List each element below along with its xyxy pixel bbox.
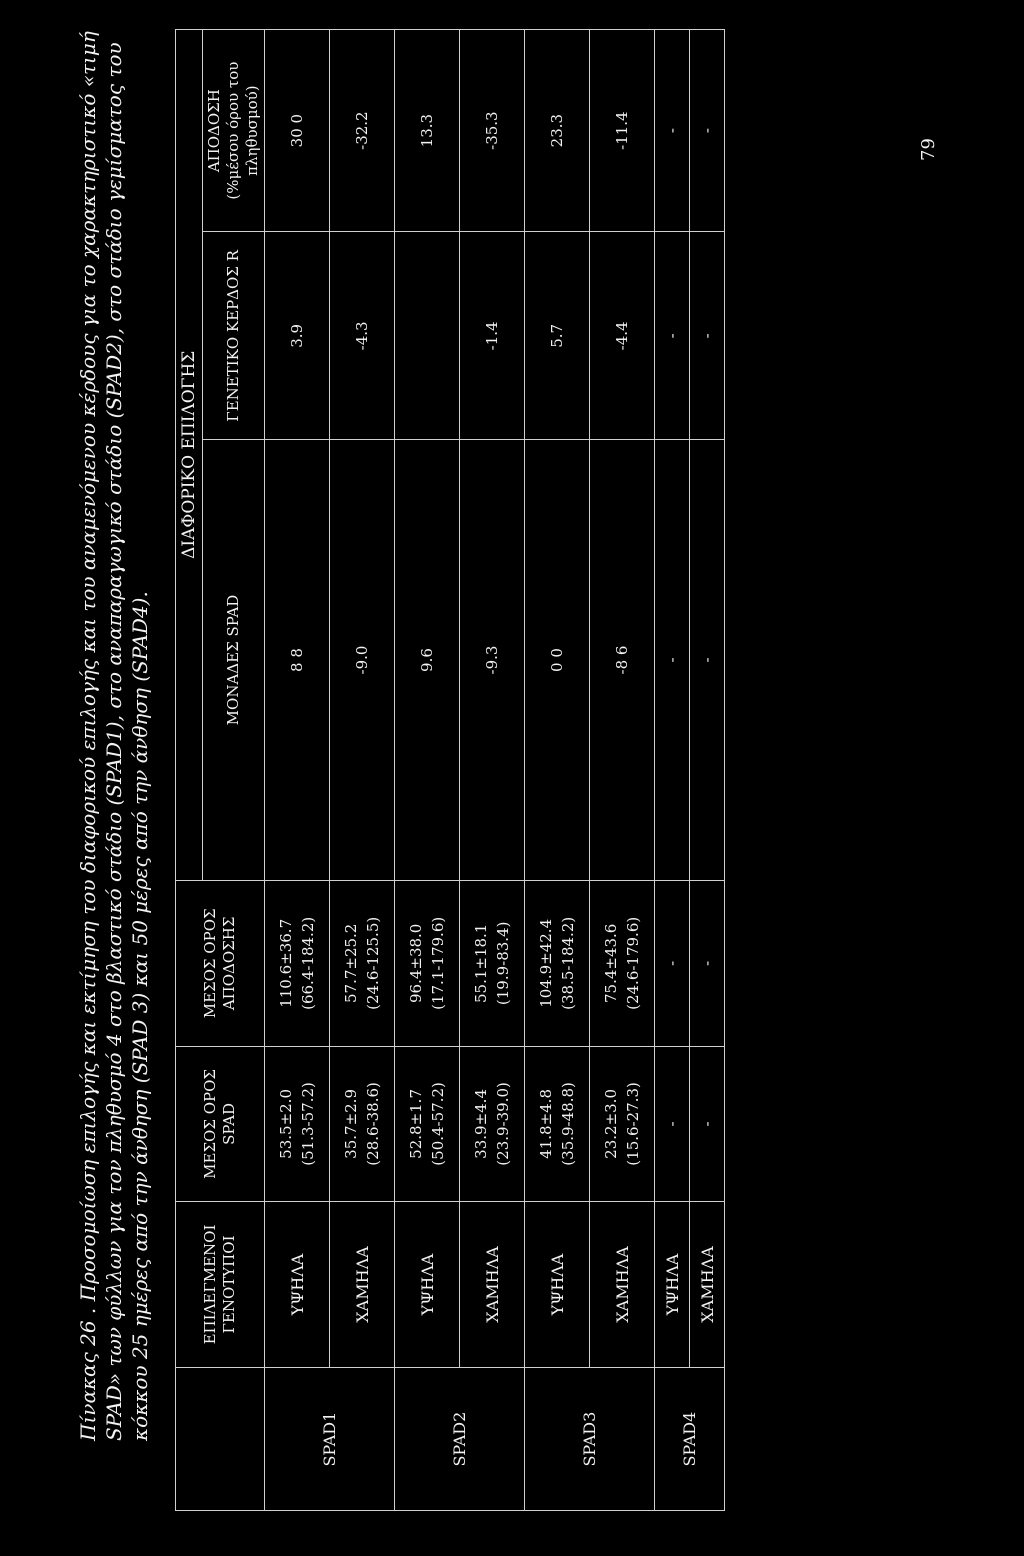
table-body: [265, 30, 725, 1511]
mean-yield-cell: [460, 880, 525, 1047]
mean-spad-cell-value: 35.7±2.9: [342, 1089, 360, 1159]
selection-label: ΥΨΗΛΑ: [395, 1201, 460, 1368]
mean-spad-cell: [460, 1047, 525, 1202]
mean-yield-cell-value: 104.9±42.4: [537, 918, 555, 1008]
mean-yield-cell-value: 75.4±43.6: [602, 923, 620, 1004]
selection-label: ΧΑΜΗΛΑ: [330, 1201, 395, 1368]
table-caption: [75, 21, 153, 1441]
header-selection-differential: ΔΙΑΦΟΡΙΚΟ ΕΠΙΛΟΓΗΣ: [176, 30, 203, 881]
mean-yield-cell-range: (17.1-179.6): [429, 916, 447, 1010]
selection-label: ΧΑΜΗΛΑ: [460, 1201, 525, 1368]
table-row: [590, 30, 655, 1511]
mean-spad-cell: [590, 1047, 655, 1202]
stage-label: SPAD4: [655, 1368, 725, 1511]
spad-units-cell: -9.3: [460, 440, 525, 880]
selection-label: ΧΑΜΗΛΑ: [690, 1201, 725, 1368]
genetic-gain-cell: 5.7: [525, 232, 590, 440]
mean-spad-cell-value: 33.9±4.4: [472, 1089, 490, 1159]
genetic-gain-cell: -4.3: [330, 232, 395, 440]
header-mean-yield: ΜΕΣΟΣ ΟΡΟΣ ΑΠΟΔΟΣΗΣ: [176, 880, 265, 1047]
mean-spad-cell: [690, 1047, 725, 1202]
caption-line-2: SPAD» των φύλλων για τον πληθυσμό 4 στο βλαστικό στάδιο (SPAD1), στο αναπαραγωγικό στάδιο (SPAD2), στο στάδιο γεμίσματος του: [102, 42, 126, 1441]
mean-yield-cell-range: (19.9-83.4): [494, 921, 512, 1006]
mean-yield-cell: [690, 880, 725, 1047]
mean-yield-cell-range: (24.6-179.6): [624, 916, 642, 1010]
header-spad-units: ΜΟΝΑΔΕΣ SPAD: [203, 440, 265, 880]
spad-units-cell: -8 6: [590, 440, 655, 880]
mean-yield-cell-value: -: [698, 960, 716, 966]
mean-spad-cell-value: 52.8±1.7: [407, 1089, 425, 1159]
mean-spad-cell-value: 23.2±3.0: [602, 1089, 620, 1159]
stage-label: SPAD3: [525, 1368, 655, 1511]
mean-yield-cell-value: 110.6±36.7: [277, 918, 295, 1008]
mean-spad-cell: [655, 1047, 690, 1202]
yield-pct-cell: -11.4: [590, 30, 655, 232]
mean-spad-cell: [265, 1047, 330, 1202]
header-genotypes: ΕΠΙΛΕΓΜΕΝΟΙ ΓΕΝΟΤΥΠΟΙ: [176, 1201, 265, 1368]
selection-label: ΧΑΜΗΛΑ: [590, 1201, 655, 1368]
spad-units-cell: 0 0: [525, 440, 590, 880]
mean-spad-cell-value: 53.5±2.0: [277, 1089, 295, 1159]
yield-pct-cell: 23.3: [525, 30, 590, 232]
results-table: [175, 29, 725, 1511]
mean-yield-cell: [265, 880, 330, 1047]
selection-label: ΥΨΗΛΑ: [525, 1201, 590, 1368]
genetic-gain-cell: -1.4: [460, 232, 525, 440]
genetic-gain-cell: [395, 232, 460, 440]
yield-pct-cell: 13.3: [395, 30, 460, 232]
page-number: 79: [918, 138, 939, 161]
caption-line-3: κόκκου 25 ημέρες από την άνθηση (SPAD 3) και 50 μέρες από την άνθηση (SPAD4).: [128, 591, 152, 1441]
mean-yield-cell-range: (38.5-184.2): [559, 916, 577, 1010]
spad-units-cell: -: [655, 440, 690, 880]
mean-spad-cell-range: (23.9-39.0): [494, 1082, 512, 1166]
spad-units-cell: 8 8: [265, 440, 330, 880]
genetic-gain-cell: -: [690, 232, 725, 440]
stage-label: SPAD1: [265, 1368, 395, 1511]
selection-label: ΥΨΗΛΑ: [265, 1201, 330, 1368]
mean-spad-cell-value: -: [663, 1121, 681, 1127]
mean-yield-cell-value: -: [663, 960, 681, 966]
mean-yield-cell: [525, 880, 590, 1047]
mean-spad-cell: [330, 1047, 395, 1202]
mean-spad-cell-range: (15.6-27.3): [624, 1082, 642, 1166]
genetic-gain-cell: 3.9: [265, 232, 330, 440]
selection-label: ΥΨΗΛΑ: [655, 1201, 690, 1368]
mean-yield-cell-range: (66.4-184.2): [299, 916, 317, 1010]
table-row: [265, 30, 330, 1511]
spad-units-cell: 9.6: [395, 440, 460, 880]
table-row: [460, 30, 525, 1511]
mean-spad-cell-range: (35.9-48.8): [559, 1082, 577, 1166]
mean-spad-cell-value: 41.8±4.8: [537, 1089, 555, 1159]
yield-pct-cell: -35.3: [460, 30, 525, 232]
spad-units-cell: -: [690, 440, 725, 880]
mean-yield-cell-value: 55.1±18.1: [472, 923, 490, 1004]
header-yield-pct: [203, 30, 265, 232]
yield-pct-cell: -: [655, 30, 690, 232]
mean-yield-cell-range: (24.6-125.5): [364, 916, 382, 1010]
table-row: [690, 30, 725, 1511]
mean-yield-cell: [395, 880, 460, 1047]
mean-yield-cell-value: 57.7±25.2: [342, 923, 360, 1004]
mean-spad-cell: [525, 1047, 590, 1202]
header-yield-note: (%μέσου όρου του πληθυσμού): [224, 61, 261, 200]
mean-yield-cell: [655, 880, 690, 1047]
table-row: [655, 30, 690, 1511]
header-blank: [176, 1368, 265, 1511]
caption-line-1: Πίνακας 26 . Προσομοίωση επιλογής και εκτίμηση του διαφορικού επιλογής και του αναμενόμενου κέρδους για το χαρακτηριστικό «τιμή: [76, 31, 100, 1441]
mean-spad-cell-range: (51.3-57.2): [299, 1082, 317, 1166]
yield-pct-cell: -32.2: [330, 30, 395, 232]
mean-yield-cell: [590, 880, 655, 1047]
header-yield-label: ΑΠΟΔΟΣΗ: [205, 89, 223, 173]
genetic-gain-cell: -: [655, 232, 690, 440]
table-row: [330, 30, 395, 1511]
genetic-gain-cell: -4.4: [590, 232, 655, 440]
stage-label: SPAD2: [395, 1368, 525, 1511]
mean-spad-cell-value: -: [698, 1121, 716, 1127]
table-row: [395, 30, 460, 1511]
mean-yield-cell-value: 96.4±38.0: [407, 923, 425, 1004]
mean-yield-cell: [330, 880, 395, 1047]
header-mean-spad: ΜΕΣΟΣ ΟΡΟΣ SPAD: [176, 1047, 265, 1202]
table-row: [525, 30, 590, 1511]
mean-spad-cell-range: (28.6-38.6): [364, 1082, 382, 1166]
yield-pct-cell: -: [690, 30, 725, 232]
header-genetic-gain: ΓΕΝΕΤΙΚΟ ΚΕΡΔΟΣ R: [203, 232, 265, 440]
mean-spad-cell: [395, 1047, 460, 1202]
yield-pct-cell: 30 0: [265, 30, 330, 232]
spad-units-cell: -9.0: [330, 440, 395, 880]
mean-spad-cell-range: (50.4-57.2): [429, 1082, 447, 1166]
